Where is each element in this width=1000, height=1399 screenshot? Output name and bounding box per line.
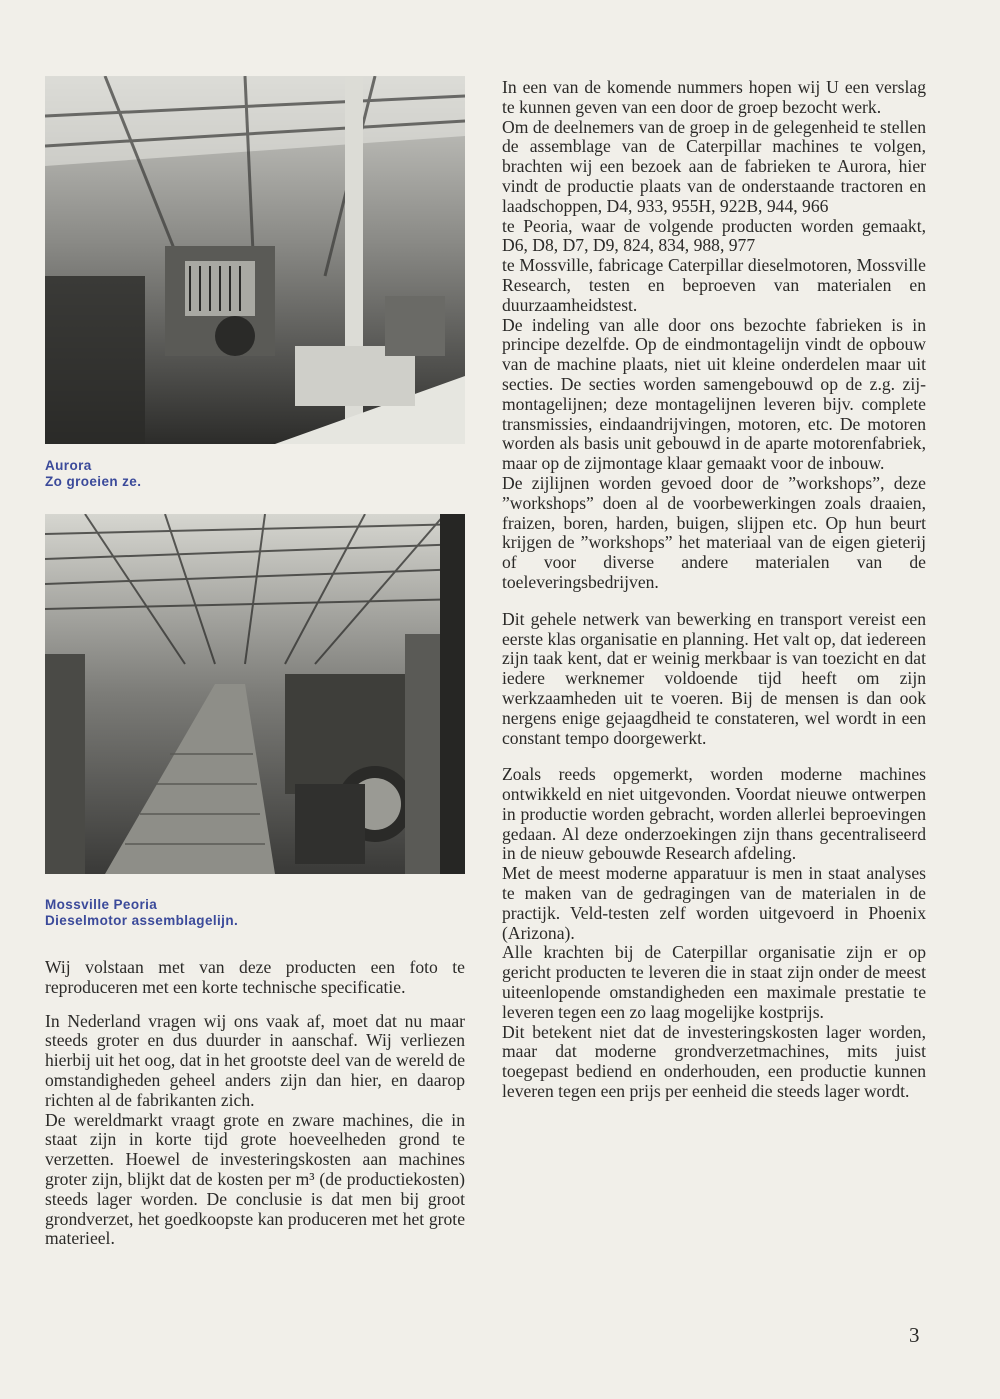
paragraph: Wij volstaan met van deze producten een foto te reproduceren met een korte technische specificatie. <box>45 957 465 997</box>
paragraph: In Nederland vragen wij ons vaak af, moet dat nu maar steeds groter en dus duurder in aanschaf. Wij verliezen hierbij uit het oog, dat in het grootste deel van de wereld de omstandigheden geheel anders zijn dan hier, en daarop richten al de fabrikanten zich. <box>45 1010 465 1110</box>
caption-line: Aurora <box>45 458 92 473</box>
paragraph: Dit gehele netwerk van bewerking en transport vereist een eerste klas organisatie en planning. Het valt op, dat iedereen zijn taak kent, dat er weinig merkbaar is van toezicht en dat iedere werknemer voldoende tijd heeft om zijn werkzaamheden uit te voeren. Bij de mensen is dan ook nergens enige gejaagdheid te constateren, wel wordt in een constant tempo doorgewerkt. <box>502 608 926 748</box>
caption-line: Zo groeien ze. <box>45 474 142 489</box>
paragraph: De zijlijnen worden gevoed door de ”workshops”, deze ”workshops” doen al de voorbewerkingen zoals draaien, fraizen, boren, harden, buigen, slijpen etc. Op hun beurt krijgen de ”workshops” het materiaal van de eigen gieterij of voor diverse andere materialen van de toeleveringsbedrijven. <box>502 472 926 592</box>
paragraph: te Mossville, fabricage Caterpillar dieselmotoren, Mossville Research, testen en beproeven van materialen en duurzaamheidstest. <box>502 255 926 315</box>
paragraph: In een van de komende nummers hopen wij U een verslag te kunnen geven van een door de groep bezocht werk. <box>502 77 926 117</box>
left-column-text <box>45 958 465 1249</box>
page-number: 3 <box>909 1323 920 1347</box>
paragraph: Met de meest moderne apparatuur is men in staat analyses te maken van de gedragingen van de materialen in de practijk. Veld-testen zelf worden uitgevoerd in Phoenix (Arizona). <box>502 863 926 943</box>
paragraph: Zoals reeds opgemerkt, worden moderne machines ontwikkeld en niet uitgevonden. Voordat nieuwe ontwerpen in productie worden gebracht, worden allerlei beproevingen gedaan. Al deze onderzoekingen zijn thans gecentraliseerd in de nieuw gebouwde Research afdeling. <box>502 764 926 864</box>
caption-line: Mossville Peoria <box>45 897 158 912</box>
paragraph: Dit betekent niet dat de investeringskosten lager worden, maar dat moderne grondverzetmachines, mits juist toegepast bediend en onderhouden, een productie kunnen leveren tegen een prijs per eenheid die steeds lager wordt. <box>502 1021 926 1102</box>
paragraph: Alle krachten bij de Caterpillar organisatie zijn er op gericht producten te leveren die in staat zijn onder de meest uiteenlopende omstandigheden een maximale prestatie te leveren tegen een zo laag mogelijke kostprijs. <box>502 942 926 1022</box>
photo-aurora-factory <box>45 76 465 444</box>
paragraph: te Peoria, waar de volgende producten worden gemaakt, D6, D8, D7, D9, 824, 834, 988, 977 <box>502 215 926 256</box>
photo-engine-assembly-line <box>45 514 465 874</box>
caption-line: Dieselmotor assemblagelijn. <box>45 913 239 928</box>
paragraph: De indeling van alle door ons bezochte fabrieken is in principe dezelfde. Op de eindmontagelijn vindt de opbouw van de machine plaats, niet uit kleine onderdelen maar uit secties. De secties worden samengebouwd op de z.g. zij-montagelijnen; deze montagelijnen leveren bijv. complete transmissies, eindaandrijvingen, motoren, etc. De motoren worden als basis unit gebouwd in de aparte motorenfabriek, maar op de zijmontage klaar gemaakt voor de inbouw. <box>502 314 926 474</box>
paragraph: Om de deelnemers van de groep in de gelegenheid te stellen de assemblage van de Caterpillar machines te volgen, brachten wij een bezoek aan de fabrieken te Aurora, hier vindt de productie plaats van de onderstaande tractoren en laadschoppen, D4, 933, 955H, 922B, 944, 966 <box>502 116 926 216</box>
caption-aurora <box>45 458 141 490</box>
right-column-text <box>502 78 926 1102</box>
caption-mossville-peoria <box>45 897 238 929</box>
paragraph: De wereldmarkt vraagt grote en zware machines, die in staat zijn in korte tijd grote hoeveelheden grond te verzetten. Hoewel de investeringskosten aan machines groter zijn, blijkt dat de kosten per m³ (de productiekosten) steeds lager worden. De conclusie is dat men bij groot grondverzet, het goedkoopste kan produceren met het grote materieel. <box>45 1109 465 1249</box>
